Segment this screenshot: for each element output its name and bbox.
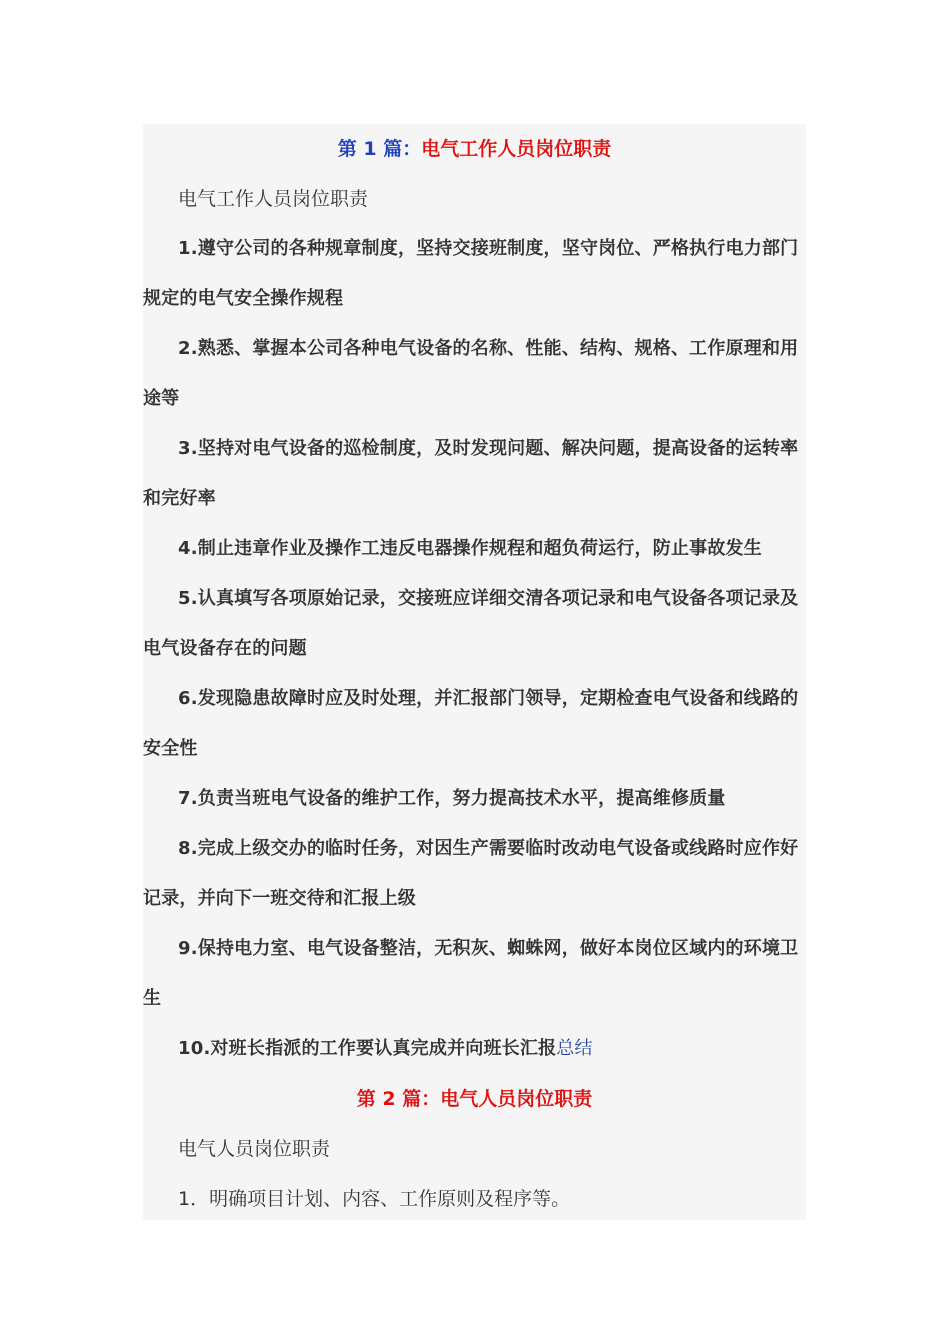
article1-item-5: 5.认真填写各项原始记录，交接班应详细交清各项记录和电气设备各项记录及电气设备存在的问题 [143, 588, 799, 659]
article1-item-10 [143, 1024, 806, 1074]
article1-item-3: 3.坚持对电气设备的巡检制度，及时发现问题、解决问题，提高设备的运转率和完好率 [143, 438, 799, 509]
article1-item-2: 2.熟悉、掌握本公司各种电气设备的名称、性能、结构、规格、工作原理和用途等 [143, 338, 799, 409]
article1-heading [143, 124, 806, 174]
article1-item-9: 9.保持电力室、电气设备整洁，无积灰、蜘蛛网，做好本岗位区域内的环境卫生 [143, 938, 799, 1009]
article2-title: 电气人员岗位职责 [440, 1088, 593, 1110]
article1-item-10-text: 10.对班长指派的工作要认真完成并向班长汇报 [178, 1038, 557, 1059]
article1-item-6: 6.发现隐患故障时应及时处理，并汇报部门领导，定期检查电气设备和线路的安全性 [143, 688, 799, 759]
article1-item-8: 8.完成上级交办的临时任务，对因生产需要临时改动电气设备或线路时应作好记录，并向下一班交待和汇报上级 [143, 838, 799, 909]
article1-subtitle: 电气工作人员岗位职责 [178, 188, 369, 210]
article2-item-1: 1．明确项目计划、内容、工作原则及程序等。 [178, 1188, 571, 1210]
article2-subtitle: 电气人员岗位职责 [178, 1138, 331, 1160]
article1-item-1: 1.遵守公司的各种规章制度，坚持交接班制度，坚守岗位、严格执行电力部门规定的电气安全操作规程 [143, 238, 799, 309]
article1-item-7: 7.负责当班电气设备的维护工作，努力提高技术水平，提高维修质量 [178, 788, 726, 809]
article1-item-4: 4.制止违章作业及操作工违反电器操作规程和超负荷运行，防止事故发生 [178, 538, 762, 559]
article1-title: 电气工作人员岗位职责 [421, 138, 612, 160]
article2-prefix: 第 2 篇： [356, 1088, 441, 1110]
article1-prefix: 第 1 篇： [337, 138, 422, 160]
article2-heading [143, 1074, 806, 1124]
article-content [143, 124, 806, 1220]
summary-link[interactable]: 总结 [556, 1038, 593, 1059]
